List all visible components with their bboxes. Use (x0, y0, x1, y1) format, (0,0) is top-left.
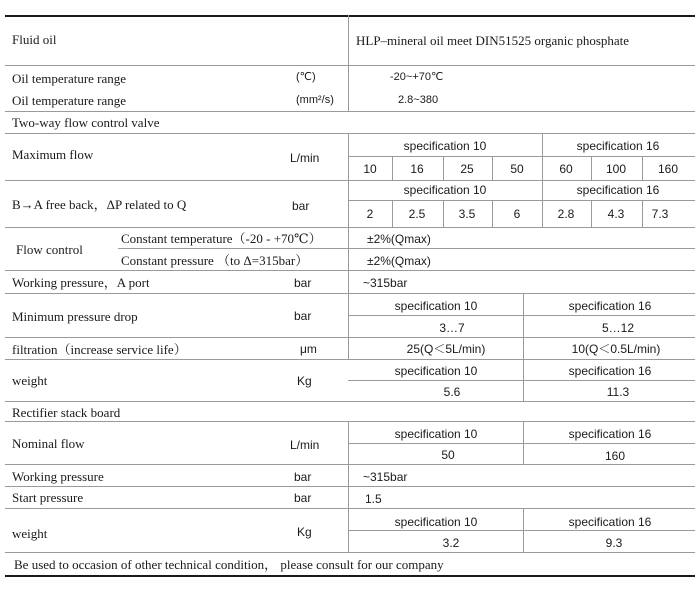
cell-divider (392, 200, 393, 227)
max-flow-value: 10 (363, 162, 377, 176)
nominal-flow-value-16: 160 (604, 449, 626, 463)
working-pressure-unit: bar (294, 470, 312, 484)
working-pressure-label: Working pressure (12, 469, 104, 484)
weight-unit: Kg (297, 525, 312, 539)
row-divider (348, 443, 695, 444)
col-divider (348, 15, 349, 111)
min-pressure-drop-label: Minimum pressure drop (12, 309, 138, 324)
min-pressure-drop-value-16: 5…12 (601, 321, 635, 335)
start-pressure-unit: bar (294, 491, 312, 505)
oil-temp-unit: (℃) (296, 71, 316, 83)
row-divider (5, 401, 695, 402)
flow-control-label: Flow control (16, 242, 83, 257)
weight-value-16: 11.3 (606, 385, 630, 399)
weight-value-10: 3.2 (442, 536, 460, 550)
max-flow-value: 160 (657, 162, 679, 176)
row-divider (5, 293, 695, 294)
weight-label: weight (12, 526, 48, 541)
row-divider (5, 464, 695, 465)
row-divider (5, 65, 695, 66)
free-back-value: 2.5 (408, 207, 426, 221)
cell-divider (492, 200, 493, 227)
oil-visc-value: 2.8~380 (398, 94, 439, 106)
row-divider (5, 508, 695, 509)
free-back-value: 2.8 (557, 207, 575, 221)
spec-10-header: specification 10 (394, 427, 478, 441)
start-pressure-label: Start pressure (12, 490, 84, 505)
cell-divider (542, 180, 543, 227)
spec-16-header: specification 16 (576, 183, 660, 197)
row-divider (5, 486, 695, 487)
const-temp-value: ±2%(Qmax) (367, 232, 431, 246)
top-border (5, 15, 695, 17)
spec-16-header: specification 16 (568, 364, 652, 378)
oil-temp-value: -20~+70℃ (390, 71, 444, 83)
cell-divider (642, 200, 643, 227)
max-flow-value: 25 (460, 162, 474, 176)
col-divider (348, 421, 349, 552)
max-flow-label: Maximum flow (12, 147, 94, 162)
filtration-unit: μm (300, 342, 317, 356)
working-pressure-value: ~315bar (363, 470, 408, 484)
fluid-value: HLP–mineral oil meet DIN51525 organic phosphate (356, 33, 630, 48)
max-flow-value: 60 (559, 162, 573, 176)
max-flow-value: 16 (410, 162, 424, 176)
weight-unit: Kg (297, 374, 312, 388)
row-divider (5, 421, 695, 422)
cell-divider (443, 156, 444, 180)
free-back-label: B→A free back，ΔP related to Q (12, 197, 187, 212)
col-divider (348, 133, 349, 359)
spec-16-header: specification 16 (568, 515, 652, 529)
bottom-border (5, 575, 695, 577)
cell-divider (591, 200, 592, 227)
row-divider (5, 133, 695, 134)
row-divider (5, 227, 695, 228)
oil-visc-label: Oil temperature range (12, 93, 127, 108)
cell-divider (642, 156, 643, 180)
rectifier-title: Rectifier stack board (12, 405, 121, 420)
cell-divider (392, 156, 393, 180)
cell-divider (542, 133, 543, 180)
free-back-value: 7.3 (651, 207, 669, 221)
free-back-value: 6 (513, 207, 521, 221)
free-back-value: 4.3 (607, 207, 625, 221)
spec-16-header: specification 16 (568, 427, 652, 441)
weight-label: weight (12, 373, 48, 388)
row-divider (5, 337, 695, 338)
fluid-label: Fluid oil (12, 32, 57, 47)
spec-10-header: specification 10 (394, 364, 478, 378)
oil-visc-unit: (mm²/s) (296, 94, 334, 106)
spec-10-header: specification 10 (403, 183, 487, 197)
min-pressure-drop-unit: bar (294, 309, 312, 323)
cell-divider (523, 359, 524, 401)
weight-value-10: 5.6 (443, 385, 461, 399)
spec-10-header: specification 10 (403, 139, 487, 153)
free-back-value: 2 (366, 207, 374, 221)
nominal-flow-value-10: 50 (441, 448, 455, 462)
spec-10-header: specification 10 (394, 515, 478, 529)
max-flow-unit: L/min (290, 151, 320, 165)
row-divider (5, 552, 695, 553)
row-divider (5, 359, 695, 360)
cell-divider (523, 421, 524, 464)
two-way-valve-title: Two-way flow control valve (12, 115, 160, 130)
cell-divider (492, 156, 493, 180)
const-press-label: Constant pressure （to Δ=315bar） (121, 253, 309, 268)
const-press-value: ±2%(Qmax) (367, 254, 431, 268)
oil-temp-label: Oil temperature range (12, 71, 127, 86)
row-divider (348, 315, 695, 316)
min-pressure-drop-value-10: 3…7 (439, 321, 465, 335)
working-pressure-a-label: Working pressure，A port (12, 275, 150, 290)
row-divider (5, 180, 695, 181)
working-pressure-a-unit: bar (294, 276, 312, 290)
weight-value-16: 9.3 (605, 536, 623, 550)
spec-16-header: specification 16 (576, 139, 660, 153)
row-divider (348, 530, 695, 531)
cell-divider (443, 200, 444, 227)
const-temp-label: Constant temperature（-20 - +70℃） (121, 231, 322, 246)
footer-note: Be used to occasion of other technical condition， please consult for our company (14, 557, 444, 572)
row-divider (5, 270, 695, 271)
cell-divider (591, 156, 592, 180)
spec-10-header: specification 10 (394, 299, 478, 313)
filtration-value-16: 10(Q＜0.5L/min) (571, 342, 661, 356)
free-back-value: 3.5 (458, 207, 476, 221)
max-flow-value: 100 (605, 162, 627, 176)
row-divider (118, 248, 695, 249)
start-pressure-value: 1.5 (365, 492, 382, 506)
filtration-value-10: 25(Q＜5L/min) (406, 342, 486, 356)
cell-divider (523, 508, 524, 552)
row-divider (5, 111, 695, 112)
filtration-label: filtration（increase service life） (12, 342, 187, 357)
nominal-flow-label: Nominal flow (12, 436, 85, 451)
max-flow-value: 50 (510, 162, 524, 176)
row-divider (348, 380, 695, 381)
cell-divider (523, 293, 524, 359)
nominal-flow-unit: L/min (290, 438, 320, 452)
spec-16-header: specification 16 (568, 299, 652, 313)
working-pressure-a-value: ~315bar (363, 276, 408, 290)
free-back-unit: bar (292, 199, 310, 213)
